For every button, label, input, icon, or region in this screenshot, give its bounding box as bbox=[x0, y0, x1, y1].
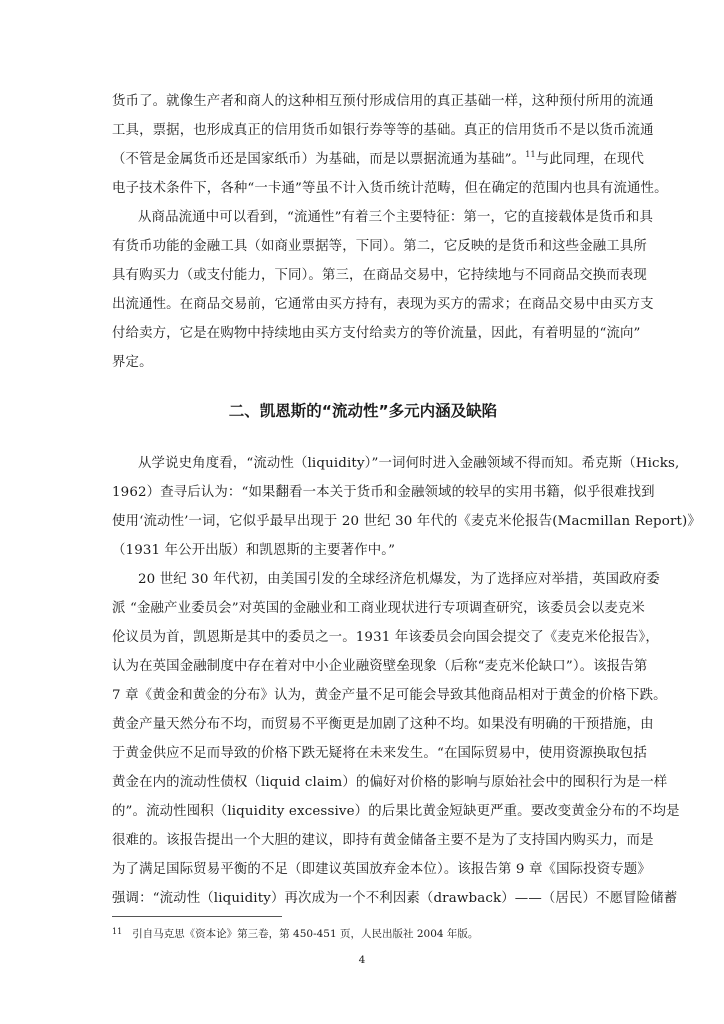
body-text-line: 具有购买力（或支付能力，下同）。第三，在商品交易中，它持续地与不同商品交换而表现 bbox=[112, 268, 647, 283]
body-text-line: 界定。 bbox=[112, 355, 153, 370]
footnote-separator bbox=[112, 916, 282, 917]
body-text-line: 1962）查寻后认为：“如果翻看一本关于货币和金融领域的较早的实用书籍，似乎很难找到 bbox=[112, 485, 655, 500]
body-text-segment: （不管是金属货币还是国家纸币）为基础，而是以票据流通为基础”。 bbox=[112, 152, 526, 167]
body-text-line: 有货币功能的金融工具（如商业票据等，下同）。第二，它反映的是货币和这些金融工具所 bbox=[112, 239, 647, 254]
body-text-line: 电子技术条件下，各种“一卡通”等虽不计入货币统计范畴，但在确定的范围内也具有流通性。 bbox=[112, 181, 668, 196]
body-text-line: 为了满足国际贸易平衡的不足（即建议英国放弃金本位）。该报告第 9 章《国际投资专题》 bbox=[112, 862, 651, 877]
body-text-line: 20 世纪 30 年代初，由美国引发的全球经济危机爆发，为了选择应对举措，英国政府委 bbox=[138, 572, 660, 587]
body-text-line: （1931 年公开出版）和凯恩斯的主要著作中。” bbox=[112, 543, 396, 558]
body-text-line: 工具，票据，也形成真正的信用货币如银行券等等的基础。真正的信用货币不是以货币流通 bbox=[112, 123, 654, 138]
body-text-line: 强调：“流动性（liquidity）再次成为一个不利因素（drawback）——（居民）不愿冒险储蓄 bbox=[112, 891, 678, 906]
body-text-segment: 与此同理，在现代 bbox=[535, 152, 645, 167]
body-text-line-with-footnote-ref bbox=[112, 150, 645, 170]
body-text-line: 货币了。就像生产者和商人的这种相互预付形成信用的真正基础一样，这种预付所用的流通 bbox=[112, 94, 654, 109]
body-text-line: 黄金在内的流动性债权（liquid claim）的偏好对价格的影响与原始社会中的囤积行为是一样 bbox=[112, 775, 668, 790]
body-text-line: 使用‘流动性’一词，它似乎最早出现于 20 世纪 30 年代的《麦克米伦报告(Macmillan Report)》 bbox=[112, 514, 701, 529]
body-text-line: 于黄金供应不足而导致的价格下跌无疑将在未来发生。“在国际贸易中，使用资源换取包括 bbox=[112, 746, 648, 761]
body-text-line: 认为在英国金融制度中存在着对中小企业融资壁垒现象（后称“麦克米伦缺口”）。该报告第 bbox=[112, 659, 648, 674]
footnote-reference: 11 bbox=[525, 150, 536, 159]
body-text-line: 派 “金融产业委员会”对英国的金融业和工商业现状进行专项调查研究，该委员会以麦克米 bbox=[112, 601, 645, 616]
footnote bbox=[112, 925, 478, 941]
footnote-marker: 11 bbox=[112, 927, 123, 936]
body-text-line: 从学说史角度看，“流动性（liquidity）”一词何时进入金融领域不得而知。希克斯（Hicks, bbox=[138, 456, 680, 471]
page-number: 4 bbox=[358, 954, 366, 966]
body-text-line: 黄金产量天然分布不均，而贸易不平衡更是加剧了这种不均。如果没有明确的干预措施，由 bbox=[112, 717, 654, 732]
section-heading: 二、凯恩斯的“流动性”多元内涵及缺陷 bbox=[228, 402, 498, 420]
body-text-line: 付给卖方，它是在购物中持续地由买方支付给卖方的等价流量，因此，有着明显的“流向” bbox=[112, 326, 641, 341]
body-text-line: 出流通性。在商品交易前，它通常由买方持有，表现为买方的需求；在商品交易中由买方支 bbox=[112, 297, 654, 312]
body-text-line: 很难的。该报告提出一个大胆的建议，即持有黄金储备主要不是为了支持国内购买力，而是 bbox=[112, 833, 654, 848]
body-text-line: 的”。流动性囤积（liquidity excessive）的后果比黄金短缺更严重。要改变黄金分布的不均是 bbox=[112, 804, 680, 819]
body-text-line: 伦议员为首，凯恩斯是其中的委员之一。1931 年该委员会向国会提交了《麦克米伦报告》， bbox=[112, 630, 659, 645]
footnote-text: 引自马克思《资本论》第三卷，第 450-451 页，人民出版社 2004 年版。 bbox=[132, 928, 479, 940]
body-text-line: 7 章《黄金和黄金的分布》认为，黄金产量不足可能会导致其他商品相对于黄金的价格下跌。 bbox=[112, 688, 667, 703]
body-text-line: 从商品流通中可以看到，“流通性”有着三个主要特征：第一，它的直接载体是货币和具 bbox=[138, 210, 653, 225]
